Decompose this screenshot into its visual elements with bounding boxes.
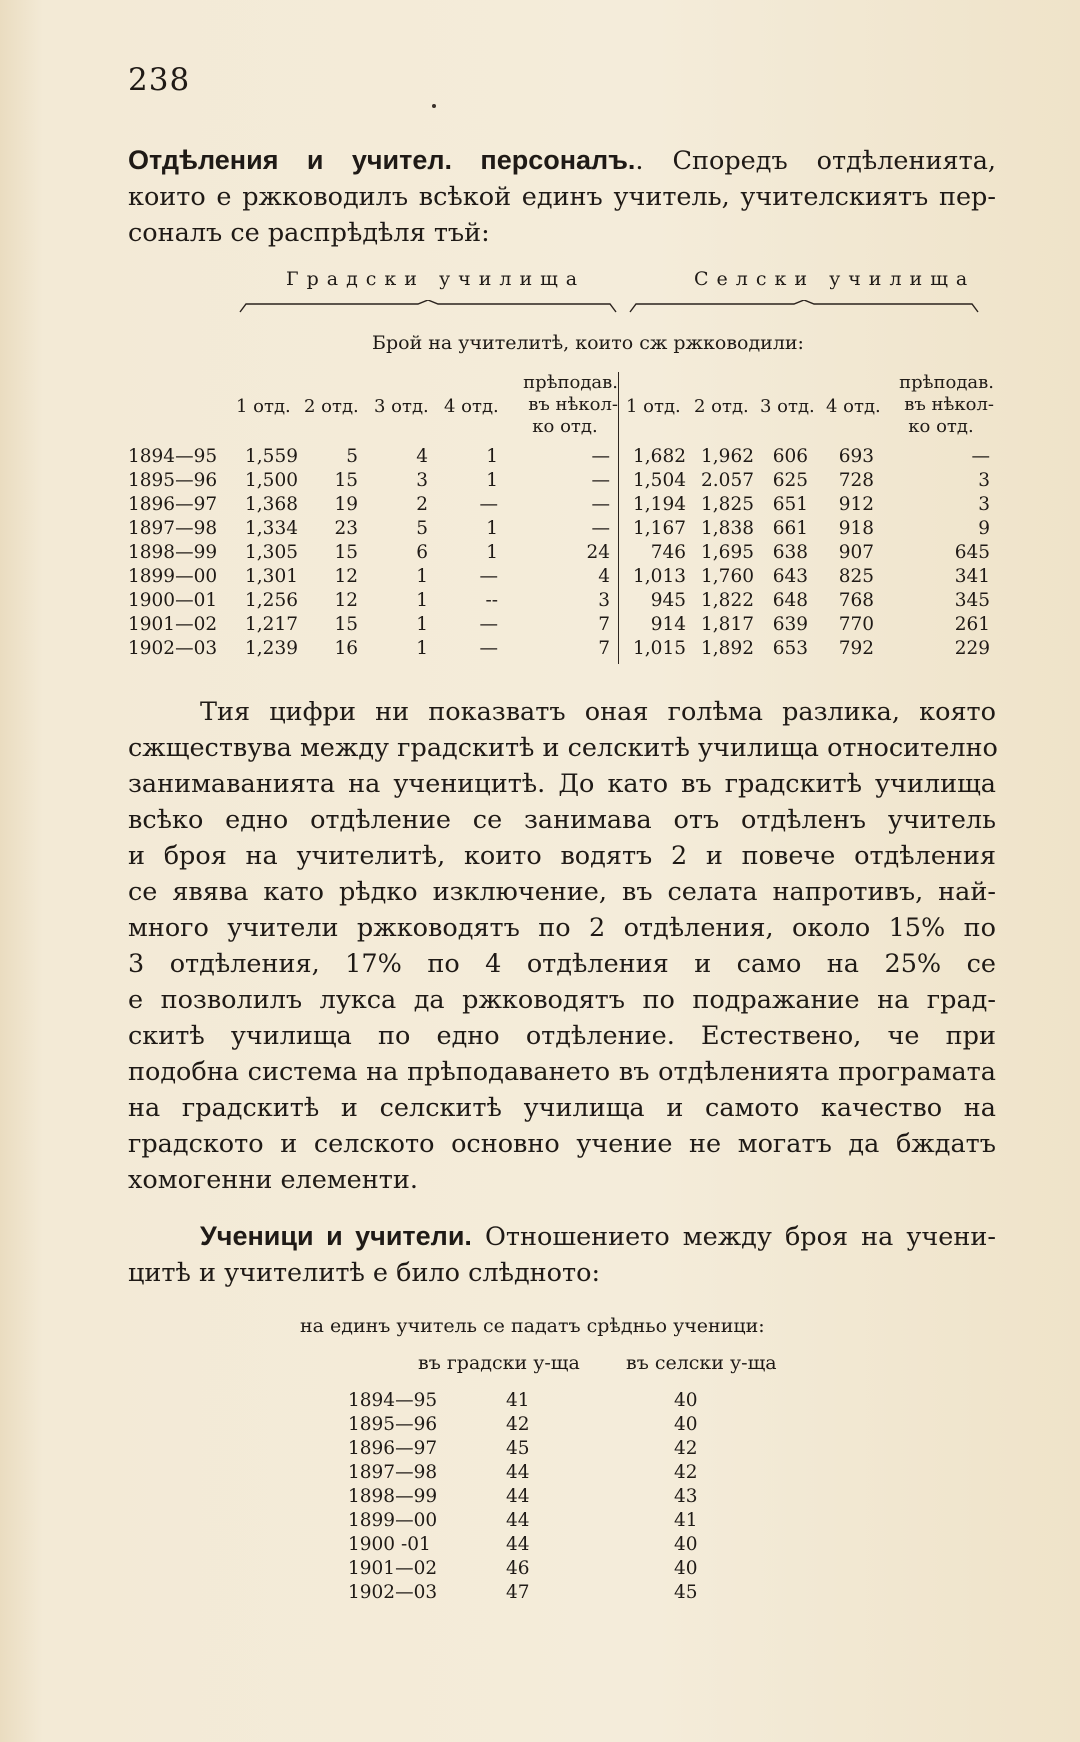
ratio-head-town: въ градски у-ща (418, 1352, 580, 1374)
head-town-4: 4 отд. (444, 396, 499, 417)
head-village-3: 3 отд. (760, 396, 815, 417)
book-page: 238 Отдѣления и учител. персоналъ.. Споредъ отдѣленията, които е ржководилъ всѣкой единъ учитель, учителскиятъ пер- соналъ се распрѣдѣля тъй: Градски училища Селски училища Брой на учителитѣ, които сж ржководили: прѣподав. въ нѣкол- ко отд. 1 отд. 2 отд. 3 отд. 4 отд. прѣподав. въ нѣкол- ко отд. 1 отд. 2 отд. 3 отд. 4 отд. 1894—95 1,559 5 4 1 — 1,682 1,962 606 693 — 1895—96 1,500 15 3 1 — 1,504 2.057 625 728 3 1896—97 1,368 19 2 — — 1,194 1,825 651 912 3 1897—98 1,334 23 5 1 — 1,167 1,838 661 918 9 1898—99 1,305 15 6 1 24 746 1,695 638 907 645 1899—00 1,301 12 1 — 4 1,013 1,760 643 825 341 1900—01 1,256 12 1 -- 3 945 1,822 648 768 345 1901—02 1,217 15 1 — 7 914 1,817 639 770 261 1902—03 1,239 16 1 — 7 1,015 1,892 653 792 229 Тия цифри ни показватъ оная голѣма разлика, която сжществува между градскитѣ и селскитѣ училища относително занимаванията на ученицитѣ. До като въ градскитѣ училища всѣко едно отдѣление се занимава отъ отдѣленъ учитель и броя на учителитѣ, които водятъ 2 и повече отдѣления се явява като рѣдко изключение, въ селата напротивъ, най- много учители ржководятъ по 2 отдѣления, около 15% по 3 отдѣления, 17% по 4 отдѣления и само на 25% се е позволилъ лукса да ржководятъ по подражание на град- скитѣ училища по едно отдѣление. Естествено, че при подобна система на прѣподаването въ отдѣленията програмата на градскитѣ и селскитѣ училища и самото качество на градското и селското основно учение не могатъ да бждатъ хомогенни елементи. Ученици и учители. Отношението между броя на учени- цитѣ и учителитѣ е било слѣдното: на единъ учитель се падатъ срѣдньо ученици: въ градски у-ща въ селски у-ща 1894—95 41 40 1895—96 42 40 1896—97 45 42 1897—98 44 42 1898—99 44 43 1899—00 44 41 1900 -01 44 40 1901—02 46 40 1902—03 47 45 (0, 0, 1080, 1742)
head-town-1: 1 отд. (236, 396, 291, 417)
section2-paragraph: Ученици и учители. Отношението между броя на учени- цитѣ и учителитѣ е било слѣдното: (128, 1221, 996, 1288)
brace-village (628, 300, 980, 314)
head-town-2: 2 отд. (304, 396, 359, 417)
head-multi-village: прѣподав. въ нѣкол- ко отд. (899, 372, 994, 437)
group-header-town: Градски училища (286, 268, 586, 290)
ratio-head-village: въ селски у-ща (626, 1352, 777, 1374)
section1-heading: Отдѣления и учител. персоналъ. (128, 145, 636, 175)
table-divider (618, 372, 619, 664)
count-label: Брой на учителитѣ, които сж ржководили: (372, 332, 804, 354)
head-village-1: 1 отд. (626, 396, 681, 417)
head-village-2: 2 отд. (694, 396, 749, 417)
head-town-3: 3 отд. (374, 396, 429, 417)
ratio-table-caption: на единъ учитель се падатъ срѣдньо ученици: (300, 1315, 765, 1337)
section2-heading: Ученици и учители. (200, 1221, 472, 1251)
section1-paragraph: Отдѣления и учител. персоналъ.. Споредъ отдѣленията, които е ржководилъ всѣкой единъ учитель, учителскиятъ пер- соналъ се распрѣдѣля тъй: (128, 145, 996, 248)
page-number: 238 (128, 62, 191, 98)
body-paragraph: Тия цифри ни показватъ оная голѣма разлика, която сжществува между градскитѣ и селскитѣ училища относително занимаванията на ученицитѣ. До като въ градскитѣ училища всѣко едно отдѣление се занимава отъ отдѣленъ учитель и броя на учителитѣ, които водятъ 2 и повече отдѣления се явява като рѣдко изключение, въ селата напротивъ, най- много учители ржководятъ по 2 отдѣления, около 15% по 3 отдѣления, 17% по 4 отдѣления и само на 25% се е позволилъ лукса да ржководятъ по подражание на град- скитѣ училища по едно отдѣление. Естествено, че при подобна система на прѣподаването въ отдѣленията програмата на градскитѣ и селскитѣ училища и самото качество на градското и селското основно учение не могатъ да бждатъ хомогенни елементи. (128, 697, 998, 1195)
head-village-4: 4 отд. (826, 396, 881, 417)
head-multi-town: прѣподав. въ нѣкол- ко отд. (523, 372, 618, 437)
group-header-village: Селски училища (694, 268, 976, 290)
brace-town (238, 300, 618, 314)
print-speck (432, 104, 436, 108)
